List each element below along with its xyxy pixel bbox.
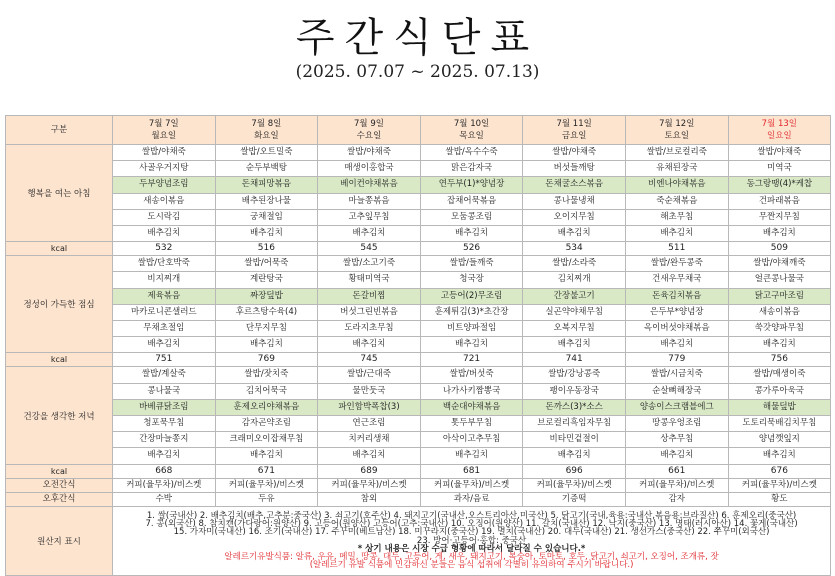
kcal-value: 696 — [523, 464, 626, 478]
menu-item: 미역국 — [728, 161, 831, 177]
kcal-value: 751 — [113, 353, 216, 367]
snack-item: 황도 — [728, 492, 831, 506]
menu-item: 배추김치 — [523, 448, 626, 464]
menu-item: 베이컨야채볶음 — [318, 177, 421, 193]
menu-item: 실곤약야채무침 — [523, 304, 626, 320]
menu-item: 건새우무채국 — [625, 272, 728, 288]
kcal-label: kcal — [6, 242, 113, 256]
menu-item: 배추된장나물 — [215, 193, 318, 209]
menu-item: 비엔나야채볶음 — [625, 177, 728, 193]
snack-item: 커피(율무차)/비스켓 — [318, 478, 421, 492]
menu-item: 비트양파절임 — [420, 321, 523, 337]
menu-item: 배추김치 — [420, 337, 523, 353]
kcal-value: 721 — [420, 353, 523, 367]
menu-item: 배추김치 — [318, 226, 421, 242]
menu-item: 배추김치 — [215, 448, 318, 464]
snack-item: 커피(율무차)/비스켓 — [113, 478, 216, 492]
origin-line: 23. 방어·고등어·홍합: 중국산 — [416, 535, 527, 546]
kcal-label: kcal — [6, 464, 113, 478]
day-header — [215, 116, 318, 145]
day-date: 7월 13일 — [761, 119, 798, 129]
menu-item: 쌀밥/계살죽 — [113, 367, 216, 383]
menu-item: 쌀밥/야채죽 — [728, 145, 831, 161]
menu-item: 청국장 — [420, 272, 523, 288]
menu-item: 마늘쫑볶음 — [318, 193, 421, 209]
meal-item-row — [6, 209, 831, 225]
menu-item: 쌀밥/강낭콩죽 — [523, 367, 626, 383]
menu-item: 쌀밥/근대죽 — [318, 367, 421, 383]
menu-item: 도토리묵배김치무침 — [728, 416, 831, 432]
menu-item: 간장마늘쫑지 — [113, 432, 216, 448]
menu-item: 브로컬리흑임자무침 — [523, 416, 626, 432]
allergy-note: (알레르기 유발 식품에 민감하신 분들은 음식 섭취에 각별히 유의하여 주시기 바랍니다.) — [309, 560, 634, 571]
menu-item: 쌀밥/야채죽 — [318, 145, 421, 161]
menu-item: 상추무침 — [625, 432, 728, 448]
menu-item: 버섯들깨탕 — [523, 161, 626, 177]
menu-item: 두부양념조림 — [113, 177, 216, 193]
menu-item: 배추김치 — [420, 226, 523, 242]
menu-item: 후르츠탕수육(4) — [215, 304, 318, 320]
kcal-value: 745 — [318, 353, 421, 367]
meal-label: 건강을 생각한 저녁 — [6, 367, 113, 464]
menu-item: 배추김치 — [625, 226, 728, 242]
menu-item: 배추김치 — [728, 448, 831, 464]
day-date: 7월 7일 — [148, 119, 179, 129]
menu-item: 황태미역국 — [318, 272, 421, 288]
menu-item: 치커리생채 — [318, 432, 421, 448]
origin-line: 15. 가자미(국내산) 16. 조기(국내산) 17. 주꾸미(베트남산) 18. 미꾸라지(중국산) 19. 멸치(국내산) 20. 대두(국내산) 21. 생선가스(중국산) 22. 쭈꾸미(외국산) — [173, 527, 770, 538]
menu-item: 새송이볶음 — [728, 304, 831, 320]
menu-item: 쌀밥/완두콩죽 — [625, 256, 728, 272]
menu-item: 돈채피망볶음 — [215, 177, 318, 193]
menu-item: 은두부*양념장 — [625, 304, 728, 320]
origin-label: 원산지 표시 — [6, 506, 113, 575]
day-header — [113, 116, 216, 145]
origin-line: 1. 쌀(국내산) 2. 배추김치(배추,고추분:중국산) 3. 쇠고기(호주산) 4. 돼지고기(국내산,오스트리아산,미국산) 5. 닭고기(국내,육용:국내산,볶음용:브라질산) 6. 훈제오리(중국산) — [146, 510, 797, 521]
menu-item: 배추김치 — [113, 337, 216, 353]
kcal-value: 681 — [420, 464, 523, 478]
snack-item: 커피(율무차)/비스켓 — [625, 478, 728, 492]
kcal-row — [6, 464, 831, 478]
meal-item-row — [6, 399, 831, 415]
day-weekday: 토요일 — [664, 131, 690, 141]
menu-item: 바베큐닭조림 — [113, 399, 216, 415]
origin-info — [113, 506, 831, 575]
meal-item-row — [6, 177, 831, 193]
meal-item-row — [6, 226, 831, 242]
menu-item: 양념깻잎지 — [728, 432, 831, 448]
snack-item: 커피(율무차)/비스켓 — [523, 478, 626, 492]
menu-item: 크래미오이잡채무침 — [215, 432, 318, 448]
menu-item: 쌀밥/들깨죽 — [420, 256, 523, 272]
day-weekday: 수요일 — [356, 131, 382, 141]
menu-item: 나가사키짬뽕국 — [420, 383, 523, 399]
page-title: 주간식단표 — [295, 15, 540, 61]
menu-item: 무채초절임 — [113, 321, 216, 337]
header-row — [6, 116, 831, 145]
menu-item: 순살뼈해장국 — [625, 383, 728, 399]
snack-item: 커피(율무차)/비스켓 — [728, 478, 831, 492]
meal-item-row — [6, 448, 831, 464]
menu-item: 맑은감자국 — [420, 161, 523, 177]
menu-item: 도라지초무침 — [318, 321, 421, 337]
menu-item: 쌀밥/야채죽 — [113, 145, 216, 161]
day-weekday: 화요일 — [254, 131, 279, 141]
meal-item-row — [6, 272, 831, 288]
menu-item: 배추김치 — [728, 226, 831, 242]
menu-item: 콩나물국 — [113, 383, 216, 399]
menu-item: 배추김치 — [728, 337, 831, 353]
day-weekday: 월요일 — [151, 131, 177, 141]
menu-item: 고등어(2)무조림 — [420, 288, 523, 304]
kcal-value: 526 — [420, 242, 523, 256]
day-date: 7월 11일 — [556, 119, 592, 129]
meal-label: 행복을 여는 아침 — [6, 145, 113, 242]
allergy-list: 알레르기유발식품: 알류, 우유, 메밀, 땅콩, 대두, 고등어, 게, 새우, 돼지고기, 복숭아, 토마토, 호두, 닭고기, 쇠고기, 오징어, 조개류, 잣 — [224, 551, 719, 562]
menu-item: 죽순채볶음 — [625, 193, 728, 209]
kcal-value: 545 — [318, 242, 421, 256]
menu-item: 오이지무침 — [523, 209, 626, 225]
meal-item-row — [6, 161, 831, 177]
menu-item: 새송이볶음 — [113, 193, 216, 209]
kcal-value: 741 — [523, 353, 626, 367]
menu-item: 쌀밥/오트밀죽 — [215, 145, 318, 161]
menu-item: 마카로니콘샐러드 — [113, 304, 216, 320]
menu-item: 순두부백탕 — [215, 161, 318, 177]
origin-row — [6, 506, 831, 575]
menu-item: 해물덮밥 — [728, 399, 831, 415]
kcal-value: 532 — [113, 242, 216, 256]
kcal-value: 509 — [728, 242, 831, 256]
day-date: 7월 8일 — [251, 119, 282, 129]
menu-item: 모둠콩조림 — [420, 209, 523, 225]
snack-item: 기증떡 — [523, 492, 626, 506]
kcal-value: 779 — [625, 353, 728, 367]
menu-item: 김치어묵국 — [215, 383, 318, 399]
menu-item: 연두부(1)*양념장 — [420, 177, 523, 193]
menu-item: 돈갈비찜 — [318, 288, 421, 304]
menu-item: 건파래볶음 — [728, 193, 831, 209]
menu-item: 연근조림 — [318, 416, 421, 432]
menu-item: 배추김치 — [215, 226, 318, 242]
menu-item: 배추김치 — [215, 337, 318, 353]
meal-item-row — [6, 337, 831, 353]
menu-item: 쌀밥/브로컬리죽 — [625, 145, 728, 161]
snack-row — [6, 492, 831, 506]
day-date: 7월 9일 — [354, 119, 384, 129]
menu-item: 배추김치 — [318, 448, 421, 464]
menu-item: 쑥갓양파무침 — [728, 321, 831, 337]
menu-item: 옥이버섯야채볶음 — [625, 321, 728, 337]
menu-item: 배추김치 — [523, 226, 626, 242]
menu-item: 매생이홍합국 — [318, 161, 421, 177]
menu-item: 동그랑땡(4)*케찹 — [728, 177, 831, 193]
menu-item: 계란탕국 — [215, 272, 318, 288]
menu-item: 배추김치 — [113, 448, 216, 464]
menu-item: 훈제튀김(3)*초간장 — [420, 304, 523, 320]
snack-item: 과자/음료 — [420, 492, 523, 506]
menu-item: 돈육김치볶음 — [625, 288, 728, 304]
menu-item: 콩가루아욱국 — [728, 383, 831, 399]
kcal-row — [6, 353, 831, 367]
menu-item: 간장불고기 — [523, 288, 626, 304]
menu-item: 쌀밥/잣치죽 — [215, 367, 318, 383]
menu-item: 배추김치 — [625, 448, 728, 464]
menu-item: 쌀밥/소라죽 — [523, 256, 626, 272]
meal-item-row — [6, 416, 831, 432]
menu-item: 쌀밥/단호박죽 — [113, 256, 216, 272]
menu-item: 궁채절임 — [215, 209, 318, 225]
menu-item: 쌀밥/야채죽 — [523, 145, 626, 161]
day-header — [523, 116, 626, 145]
menu-item: 배추김치 — [523, 337, 626, 353]
snack-item: 수박 — [113, 492, 216, 506]
day-weekday: 금요일 — [561, 131, 587, 141]
menu-item: 쌀밥/야채깨죽 — [728, 256, 831, 272]
kcal-value: 671 — [215, 464, 318, 478]
kcal-value: 511 — [625, 242, 728, 256]
menu-item: 짜장덮밥 — [215, 288, 318, 304]
menu-item: 쌀밥/소고기죽 — [318, 256, 421, 272]
menu-item: 감자곤약조림 — [215, 416, 318, 432]
meal-item-row — [6, 383, 831, 399]
meal-item-row — [6, 288, 831, 304]
menu-item: 잡채어묵볶음 — [420, 193, 523, 209]
day-date: 7월 12일 — [659, 119, 695, 129]
meal-label: 정성이 가득한 점심 — [6, 256, 113, 353]
menu-item: 단무지무침 — [215, 321, 318, 337]
menu-item: 쌀밥/옥수수죽 — [420, 145, 523, 161]
kcal-value: 689 — [318, 464, 421, 478]
menu-item: 닭고구마조림 — [728, 288, 831, 304]
day-header-sunday — [728, 116, 831, 145]
snack-item: 두유 — [215, 492, 318, 506]
kcal-value: 769 — [215, 353, 318, 367]
menu-item: 톳두부무침 — [420, 416, 523, 432]
menu-item: 사골우거지탕 — [113, 161, 216, 177]
menu-item: 고추잎무침 — [318, 209, 421, 225]
menu-item: 배추김치 — [625, 337, 728, 353]
menu-item: 훈제오리야채볶음 — [215, 399, 318, 415]
meal-item-row — [6, 321, 831, 337]
menu-item: 도시락김 — [113, 209, 216, 225]
menu-item: 비지찌개 — [113, 272, 216, 288]
menu-item: 물만둣국 — [318, 383, 421, 399]
menu-item: 땅콩우엉조림 — [625, 416, 728, 432]
day-header — [420, 116, 523, 145]
menu-item: 김치찌개 — [523, 272, 626, 288]
menu-item: 파인함박폭찹(3) — [318, 399, 421, 415]
meal-item-row — [6, 304, 831, 320]
snack-item: 커피(율무차)/비스켓 — [420, 478, 523, 492]
menu-item: 돈채굴소스볶음 — [523, 177, 626, 193]
menu-item: 무짠지무침 — [728, 209, 831, 225]
kcal-value: 676 — [728, 464, 831, 478]
menu-item: 얼큰콩나물국 — [728, 272, 831, 288]
kcal-value: 756 — [728, 353, 831, 367]
menu-item: 유채된장국 — [625, 161, 728, 177]
meal-item-row — [6, 145, 831, 161]
kcal-value: 516 — [215, 242, 318, 256]
menu-item: 청포묵무침 — [113, 416, 216, 432]
meal-item-row — [6, 256, 831, 272]
weekly-menu-table — [5, 115, 831, 576]
snack-item: 감자 — [625, 492, 728, 506]
kcal-value: 668 — [113, 464, 216, 478]
menu-item: 비타민겉절이 — [523, 432, 626, 448]
kcal-row — [6, 242, 831, 256]
day-weekday: 목요일 — [459, 131, 484, 141]
menu-item: 배추김치 — [318, 337, 421, 353]
menu-item: 해초무침 — [625, 209, 728, 225]
menu-item: 콩나물냉채 — [523, 193, 626, 209]
menu-item: 버섯그린빈볶음 — [318, 304, 421, 320]
menu-item: 아삭이고추무침 — [420, 432, 523, 448]
kcal-label: kcal — [6, 353, 113, 367]
origin-notice: * 상기 내용은 시장 수급 형황에 따라서 달라질 수 있습니다.* — [357, 543, 586, 554]
origin-line: 7. 콩(외국산) 8. 참치캔(가다랑어:원양산) 9. 고등어(원양산) 고등어(고추:국내산) 10. 오징어(원양산) 11. 갈치(국내산) 12. 낙지(중국산) 13. 명태(러시아산) 14. 꽃게(국내산) — [145, 519, 798, 530]
kcal-value: 661 — [625, 464, 728, 478]
menu-item: 돈까스(3)*소스 — [523, 399, 626, 415]
snack-label: 오전간식 — [6, 478, 113, 492]
menu-item: 배추김치 — [113, 226, 216, 242]
menu-item: 제육볶음 — [113, 288, 216, 304]
menu-item: 쌀밥/버섯죽 — [420, 367, 523, 383]
meal-item-row — [6, 432, 831, 448]
meal-item-row — [6, 193, 831, 209]
day-date: 7월 10일 — [453, 119, 490, 129]
date-range: (2025. 07.07 ~ 2025. 07.13) — [295, 62, 540, 82]
menu-item: 팽이우동장국 — [523, 383, 626, 399]
day-weekday: 일요일 — [767, 131, 792, 141]
day-header — [318, 116, 421, 145]
snack-label: 오후간식 — [6, 492, 113, 506]
kcal-value: 534 — [523, 242, 626, 256]
menu-item: 오복지무침 — [523, 321, 626, 337]
snack-item: 커피(율무차)/비스켓 — [215, 478, 318, 492]
snack-item: 참외 — [318, 492, 421, 506]
menu-item: 쌀밥/어묵죽 — [215, 256, 318, 272]
day-header — [625, 116, 728, 145]
menu-item: 쌀밥/매생이죽 — [728, 367, 831, 383]
menu-item: 쌀밥/시금치죽 — [625, 367, 728, 383]
menu-item: 백순대야채볶음 — [420, 399, 523, 415]
meal-item-row — [6, 367, 831, 383]
menu-item: 배추김치 — [420, 448, 523, 464]
corner-cell: 구분 — [6, 116, 113, 145]
menu-item: 양송이스크램블에그 — [625, 399, 728, 415]
snack-row — [6, 478, 831, 492]
